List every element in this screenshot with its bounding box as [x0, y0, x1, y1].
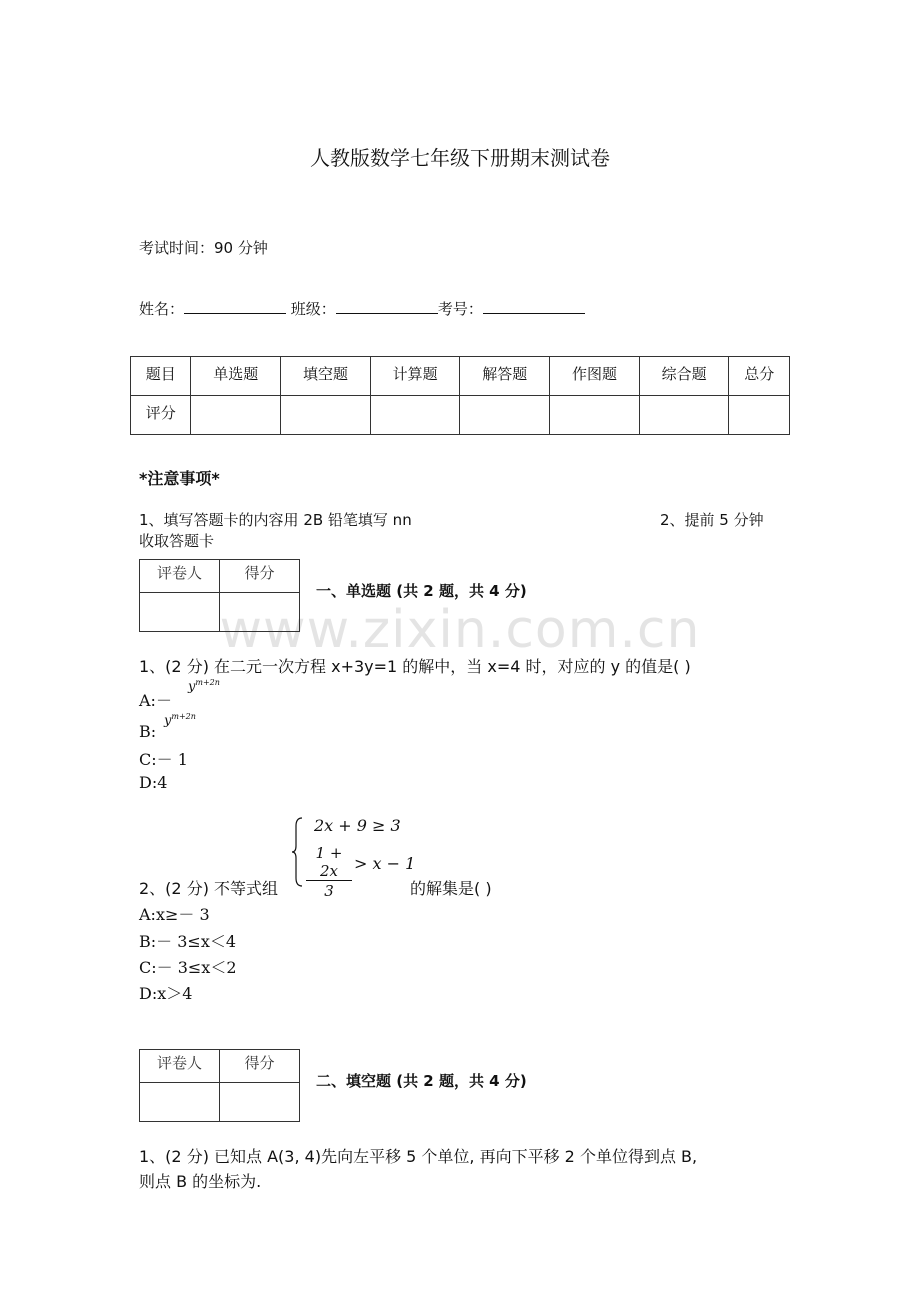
grader-label: 评卷人: [140, 1050, 220, 1083]
question-stem-end: 的解集是( ): [410, 879, 492, 898]
option-b[interactable]: B:－ 3≤x＜4: [139, 932, 237, 951]
score-header-cell: 计算题: [370, 357, 460, 396]
score-header-cell: 单选题: [191, 357, 281, 396]
option-c[interactable]: C:－ 1: [139, 750, 188, 769]
question-stem-start: 2、(2 分) 不等式组: [139, 879, 279, 898]
name-blank[interactable]: [184, 300, 286, 314]
formula-image: $y^{m+2n}$: [164, 712, 196, 729]
score-header-cell: 填空题: [281, 357, 371, 396]
brace-icon: [290, 816, 304, 888]
option-d[interactable]: D:x＞4: [139, 984, 193, 1003]
option-c[interactable]: C:－ 3≤x＜2: [139, 958, 237, 977]
grader-table: [139, 1049, 300, 1122]
score-header-cell: 作图题: [550, 357, 640, 396]
inequality-system: [290, 814, 416, 900]
name-label: 姓名：: [139, 300, 185, 318]
exam-time: 考试时间：90 分钟: [139, 239, 268, 257]
inequality-2-rhs: > x − 1: [354, 854, 416, 873]
watermark: www.zixin.com.cn: [219, 600, 701, 660]
score-cell[interactable]: [460, 396, 550, 435]
score-cell[interactable]: [550, 396, 640, 435]
score-cell[interactable]: [191, 396, 281, 435]
grader-cell[interactable]: [140, 593, 220, 632]
score-table-header-row: [131, 357, 790, 396]
notice-item-2-continued: 收取答题卡: [139, 532, 215, 550]
question-stem-line-1: 1、(2 分) 已知点 A(3, 4)先向左平移 5 个单位, 再向下平移 2 个单位得到点 B,: [139, 1147, 698, 1166]
inequality-1: 2x + 9 ≥ 3: [314, 816, 401, 835]
score-label: 得分: [220, 560, 300, 593]
class-label: 班级：: [290, 300, 336, 318]
option-d[interactable]: D:4: [139, 773, 168, 792]
student-info-line: [139, 298, 585, 319]
score-cell[interactable]: [281, 396, 371, 435]
score-row-label: 评分: [131, 396, 191, 435]
fraction-denominator: 3: [324, 882, 334, 900]
section-title: 一、单选题 (共 2 题，共 4 分): [316, 582, 527, 600]
score-label: 得分: [220, 1050, 300, 1083]
score-cell[interactable]: [639, 396, 729, 435]
score-header-cell: 总分: [729, 357, 790, 396]
fraction-numerator: 1 + 2x: [306, 844, 352, 881]
grader-cell[interactable]: [140, 1083, 220, 1122]
notice-item-2: 2、提前 5 分钟: [660, 511, 764, 529]
score-cell[interactable]: [729, 396, 790, 435]
fraction: [306, 844, 352, 901]
score-table-row: [131, 396, 790, 435]
formula-image: $y^{m+2n}$: [188, 678, 220, 695]
score-table: [130, 356, 790, 435]
score-cell[interactable]: [370, 396, 460, 435]
option-a[interactable]: A:x≥－ 3: [139, 905, 210, 924]
score-header-cell: 解答题: [460, 357, 550, 396]
score-cell[interactable]: [220, 1083, 300, 1122]
score-header-cell: 综合题: [639, 357, 729, 396]
score-cell[interactable]: [220, 593, 300, 632]
class-blank[interactable]: [336, 300, 438, 314]
option-a[interactable]: A:－: [139, 691, 172, 710]
question-stem-line-2: 则点 B 的坐标为.: [139, 1172, 262, 1191]
notice-item-1: 1、填写答题卡的内容用 2B 铅笔填写 nn: [139, 511, 412, 529]
page-title: 人教版数学七年级下册期末测试卷: [310, 146, 610, 170]
number-blank[interactable]: [483, 300, 585, 314]
question-stem: 1、(2 分) 在二元一次方程 x+3y=1 的解中，当 x=4 时，对应的 y 的值是( ): [139, 657, 691, 676]
score-header-cell: 题目: [131, 357, 191, 396]
notice-heading: *注意事项*: [139, 469, 220, 488]
section-title: 二、填空题 (共 2 题，共 4 分): [316, 1072, 527, 1090]
grader-table: [139, 559, 300, 632]
option-b[interactable]: B:: [139, 722, 157, 741]
number-label: 考号：: [437, 300, 483, 318]
grader-label: 评卷人: [140, 560, 220, 593]
